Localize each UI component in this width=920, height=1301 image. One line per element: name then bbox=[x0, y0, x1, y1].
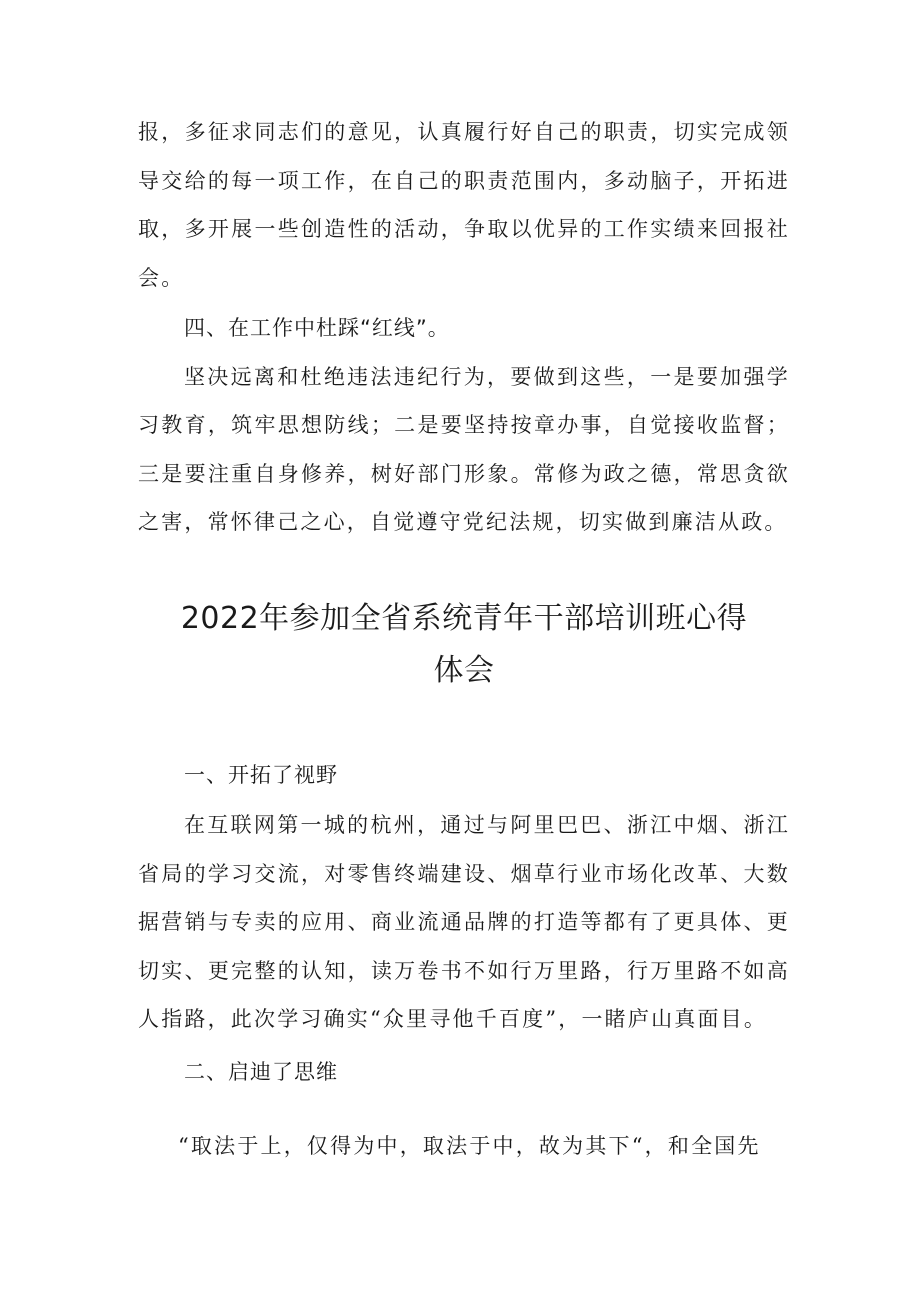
section-heading-2: 二、启迪了思维 bbox=[184, 1059, 338, 1084]
article-title-line-2: 体会 bbox=[433, 652, 495, 688]
article-title-line-1: 2022年参加全省系统青年干部培训班心得 bbox=[180, 600, 748, 636]
article-title bbox=[138, 593, 790, 697]
continuation-paragraph: 报，多征求同志们的意见，认真履行好自己的职责，切实完成领导交给的每一项工作，在自己的职责范围内，多动脑子，开拓进取，多开展一些创造性的活动，争取以优异的工作实绩来回报社会。 bbox=[138, 120, 790, 290]
section-heading-1: 一、开拓了视野 bbox=[184, 762, 338, 787]
section-paragraph-2: “取法于上，仅得为中，取法于中，故为其下“，和全国先 bbox=[178, 1134, 761, 1158]
section-paragraph-1: 在互联网第一城的杭州，通过与阿里巴巴、浙江中烟、浙江省局的学习交流，对零售终端建设、烟草行业市场化改革、大数据营销与专卖的应用、商业流通品牌的打造等都有了更具体、更切实、更完整的认知，读万卷书不如行万里路，行万里路不如高人指路，此次学习确实“众里寻他千百度”，一睹庐山真面目。 bbox=[138, 813, 790, 1031]
section-heading-4: 四、在工作中杜踩“红线”。 bbox=[184, 316, 450, 340]
document-page bbox=[138, 0, 790, 1171]
section-paragraph-4: 坚决远离和杜绝违法违纪行为，要做到这些，一是要加强学习教育，筑牢思想防线；二是要坚持按章办事，自觉接收监督；三是要注重自身修养，树好部门形象。常修为政之德，常思贪欲之害，常怀律己之心，自觉遵守党纪法规，切实做到廉洁从政。 bbox=[138, 364, 790, 534]
